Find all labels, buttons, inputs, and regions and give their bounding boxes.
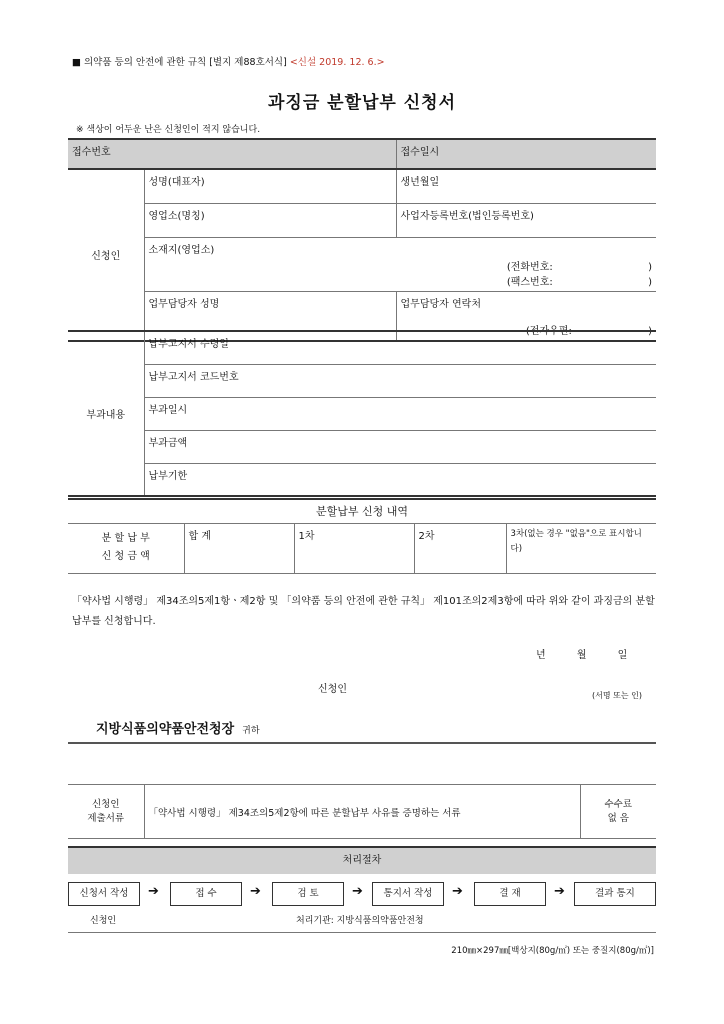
application-statement: 「약사법 시행령」 제34조의5제1항ㆍ제2항 및 「의약품 등의 안전에 관한 규칙」 제101조의2제3항에 따라 위와 같이 과징금의 분할납부를 신청합니다. xyxy=(72,596,655,627)
documents-label: 신청인 제출서류 xyxy=(68,785,144,839)
applicant-sign-label: 신청인 xyxy=(318,684,347,695)
actor-agency: 처리기관: 지방식품의약품안전청 xyxy=(296,916,424,926)
first-installment-label: 1차 xyxy=(298,530,315,542)
birth-date-field[interactable] xyxy=(396,169,656,203)
representative-name-label: 성명(대표자) xyxy=(148,177,205,188)
first-installment-field[interactable] xyxy=(294,523,414,573)
step-receipt: 접 수 xyxy=(170,882,242,906)
installment-table xyxy=(68,498,656,574)
address-field[interactable] xyxy=(144,237,656,291)
applicant-section-label: 신청인 xyxy=(68,169,144,341)
actor-applicant: 신청인 xyxy=(90,916,117,926)
notice-code-label: 납부고지서 코드번호 xyxy=(148,371,239,383)
imposition-amount-label: 부과금액 xyxy=(148,437,188,449)
step-application: 신청서 작성 xyxy=(68,882,140,906)
installment-label-line2: 신 청 금 액 xyxy=(101,551,150,562)
total-amount-field[interactable] xyxy=(184,523,294,573)
arrow-right-icon: ➔ xyxy=(554,884,565,899)
addressee xyxy=(96,718,260,737)
divider xyxy=(68,742,656,744)
signature-note[interactable]: (서명 또는 인) xyxy=(592,691,642,700)
installment-amount-label xyxy=(68,523,184,573)
installment-title: 분할납부 신청 내역 xyxy=(68,499,656,523)
notice-code-field[interactable] xyxy=(144,364,656,397)
third-installment-field[interactable] xyxy=(506,523,656,573)
paper-spec: 210㎜×297㎜[백상지(80g/㎡) 또는 중질지(80g/㎡)] xyxy=(451,946,654,956)
birth-date-label: 생년월일 xyxy=(400,177,440,188)
third-installment-label: 3차(없는 경우 "없음"으로 표시합니다) xyxy=(510,528,642,554)
procedure-title: 처리절차 xyxy=(68,846,656,874)
step-approval: 결 재 xyxy=(474,882,546,906)
fee-cell: 수수료 없 음 xyxy=(580,785,656,839)
business-reg-number-label: 사업자등록번호(법인등록번호) xyxy=(400,210,534,222)
arrow-right-icon: ➔ xyxy=(352,884,363,899)
address-label: 소재지(영업소) xyxy=(148,244,215,256)
form-header xyxy=(72,54,385,68)
amendment-note: <신설 2019. 12. 6.> xyxy=(289,57,385,68)
receipt-date-cell xyxy=(396,139,656,169)
second-installment-label: 2차 xyxy=(418,530,435,542)
step-review: 검 토 xyxy=(272,882,344,906)
receipt-number-cell xyxy=(68,139,396,169)
addressee-name: 지방식품의약품안전청장 xyxy=(96,722,235,737)
date-line[interactable]: 년 월 일 xyxy=(536,650,628,661)
payment-deadline-field[interactable] xyxy=(144,463,656,496)
arrow-right-icon: ➔ xyxy=(250,884,261,899)
imposition-section-label: 부과내용 xyxy=(68,331,144,496)
arrow-right-icon: ➔ xyxy=(452,884,463,899)
notice-receipt-date-field[interactable] xyxy=(144,331,656,364)
step-notice: 통지서 작성 xyxy=(372,882,444,906)
fax-label: (팩스번호: ) xyxy=(506,276,653,288)
business-name-field[interactable] xyxy=(144,203,396,237)
page-title: 과징금 분할납부 신청서 xyxy=(267,93,457,113)
receipt-date-label: 접수일시 xyxy=(400,147,440,158)
imposition-date-field[interactable] xyxy=(144,397,656,430)
divider xyxy=(68,932,656,933)
total-label: 합 계 xyxy=(188,530,211,542)
representative-name-field[interactable] xyxy=(144,169,396,203)
notice-receipt-date-label: 납부고지서 수령일 xyxy=(148,339,229,350)
step-result-notice: 결과 통지 xyxy=(574,882,656,906)
business-name-label: 영업소(명칭) xyxy=(148,210,205,222)
arrow-right-icon: ➔ xyxy=(148,884,159,899)
phone-label: (전화번호: ) xyxy=(506,261,653,273)
receipt-number-label: 접수번호 xyxy=(72,147,111,158)
staff-name-label: 업무담당자 성명 xyxy=(148,298,220,310)
staff-contact-label: 업무담당자 연락처 xyxy=(400,298,481,310)
imposition-table xyxy=(68,330,656,497)
imposition-amount-field[interactable] xyxy=(144,430,656,463)
documents-content: 「약사법 시행령」 제34조의5제2항에 따른 분할납부 사유를 증명하는 서류 xyxy=(144,785,580,839)
business-reg-number-field[interactable] xyxy=(396,203,656,237)
application-table xyxy=(68,138,656,342)
shading-note: ※ 색상이 어두운 난은 신청인이 적지 않습니다. xyxy=(76,125,261,135)
second-installment-field[interactable] xyxy=(414,523,506,573)
addressee-suffix: 귀하 xyxy=(242,726,260,736)
documents-table xyxy=(68,784,656,839)
payment-deadline-label: 납부기한 xyxy=(148,470,188,482)
imposition-date-label: 부과일시 xyxy=(148,404,188,416)
email-label: (전자우편: ) xyxy=(525,325,653,337)
form-reference: ■ 의약품 등의 안전에 관한 규칙 [별지 제88호서식] xyxy=(72,57,287,68)
installment-label-line1: 분 할 납 부 xyxy=(101,533,150,544)
